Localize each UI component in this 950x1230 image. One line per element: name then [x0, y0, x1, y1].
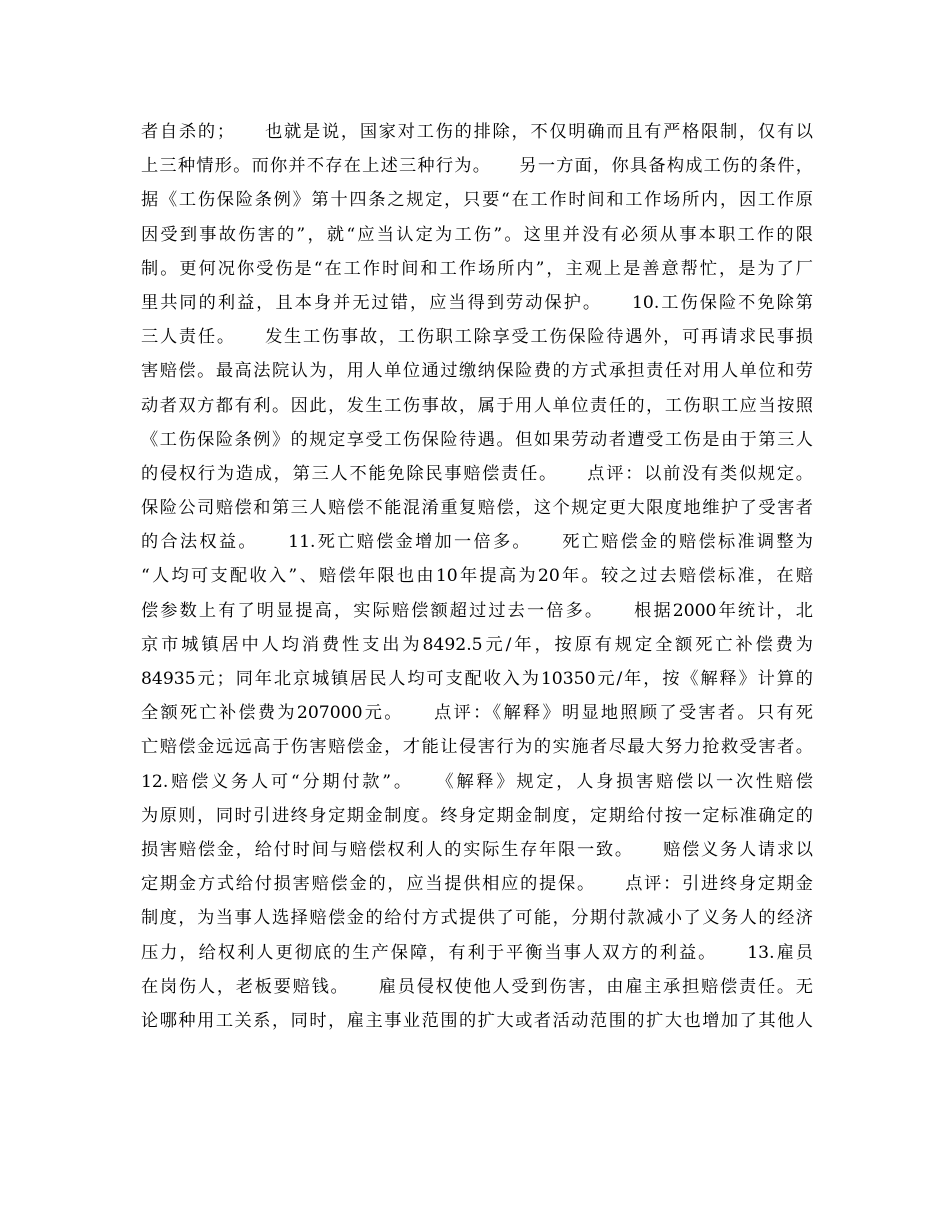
text-line: 全额死亡补偿费为207000元。 点评：《解释》明显地照顾了受害者。只有死 — [141, 703, 813, 724]
text-line: “人均可支配收入”、赔偿年限也由10年提高为20年。较之过去赔偿标准，在赔 — [141, 566, 813, 587]
text-line: 上三种情形。而你并不存在上述三种行为。 另一方面，你具备构成工伤的条件， — [141, 156, 813, 177]
text-line: 害赔偿。最高法院认为，用人单位通过缴纳保险费的方式承担责任对用人单位和劳 — [141, 361, 813, 382]
text-line: 损害赔偿金，给付时间与赔偿权利人的实际生存年限一致。 赔偿义务人请求以 — [141, 839, 813, 860]
text-line: 里共同的利益，且本身并无过错，应当得到劳动保护。 10.工伤保险不免除第 — [141, 292, 813, 313]
body-text — [141, 115, 813, 1038]
text-line: 制度，为当事人选择赔偿金的给付方式提供了可能，分期付款减小了义务人的经济 — [141, 908, 813, 929]
text-line: 在岗伤人，老板要赔钱。 雇员侵权使他人受到伤害，由雇主承担赔偿责任。无 — [141, 976, 813, 997]
text-line: 压力，给权利人更彻底的生产保障，有利于平衡当事人双方的利益。 13.雇员 — [141, 942, 813, 963]
text-line: 者自杀的； 也就是说，国家对工伤的排除，不仅明确而且有严格限制，仅有以 — [141, 122, 813, 142]
text-line: 的侵权行为造成，第三人不能免除民事赔偿责任。 点评：以前没有类似规定。 — [141, 463, 813, 484]
text-line: 《工伤保险条例》的规定享受工伤保险待遇。但如果劳动者遭受工伤是由于第三人 — [141, 429, 813, 450]
text-line: 12.赔偿义务人可“分期付款”。 《解释》规定，人身损害赔偿以一次性赔偿 — [141, 771, 813, 792]
text-line: 据《工伤保险条例》第十四条之规定，只要“在工作时间和工作场所内，因工作原 — [141, 190, 813, 211]
text-line: 制。更何况你受伤是“在工作时间和工作场所内”，主观上是善意帮忙，是为了厂 — [141, 258, 813, 279]
text-line: 亡赔偿金远远高于伤害赔偿金，才能让侵害行为的实施者尽最大努力抢救受害者。 — [141, 737, 813, 758]
text-line: 论哪种用工关系，同时，雇主事业范围的扩大或者活动范围的扩大也增加了其他人 — [141, 1010, 813, 1031]
text-line: 保险公司赔偿和第三人赔偿不能混淆重复赔偿，这个规定更大限度地维护了受害者 — [141, 498, 813, 519]
text-line: 的合法权益。 11.死亡赔偿金增加一倍多。 死亡赔偿金的赔偿标准调整为 — [141, 532, 813, 553]
text-line: 京市城镇居中人均消费性支出为8492.5元/年，按原有规定全额死亡补偿费为 — [141, 634, 813, 655]
text-line: 偿参数上有了明显提高，实际赔偿额超过过去一倍多。 根据2000年统计，北 — [141, 600, 813, 621]
text-line: 定期金方式给付损害赔偿金的，应当提供相应的提保。 点评：引进终身定期金 — [141, 874, 813, 895]
text-line: 84935元；同年北京城镇居民人均可支配收入为10350元/年，按《解释》计算的 — [141, 669, 813, 689]
text-line: 为原则，同时引进终身定期金制度。终身定期金制度，定期给付按一定标准确定的 — [141, 805, 813, 826]
text-line: 动者双方都有利。因此，发生工伤事故，属于用人单位责任的，工伤职工应当按照 — [141, 395, 813, 416]
text-line: 三人责任。 发生工伤事故，工伤职工除享受工伤保险待遇外，可再请求民事损 — [141, 327, 813, 348]
text-line: 因受到事故伤害的”，就“应当认定为工伤”。这里并没有必须从事本职工作的限 — [141, 224, 813, 245]
